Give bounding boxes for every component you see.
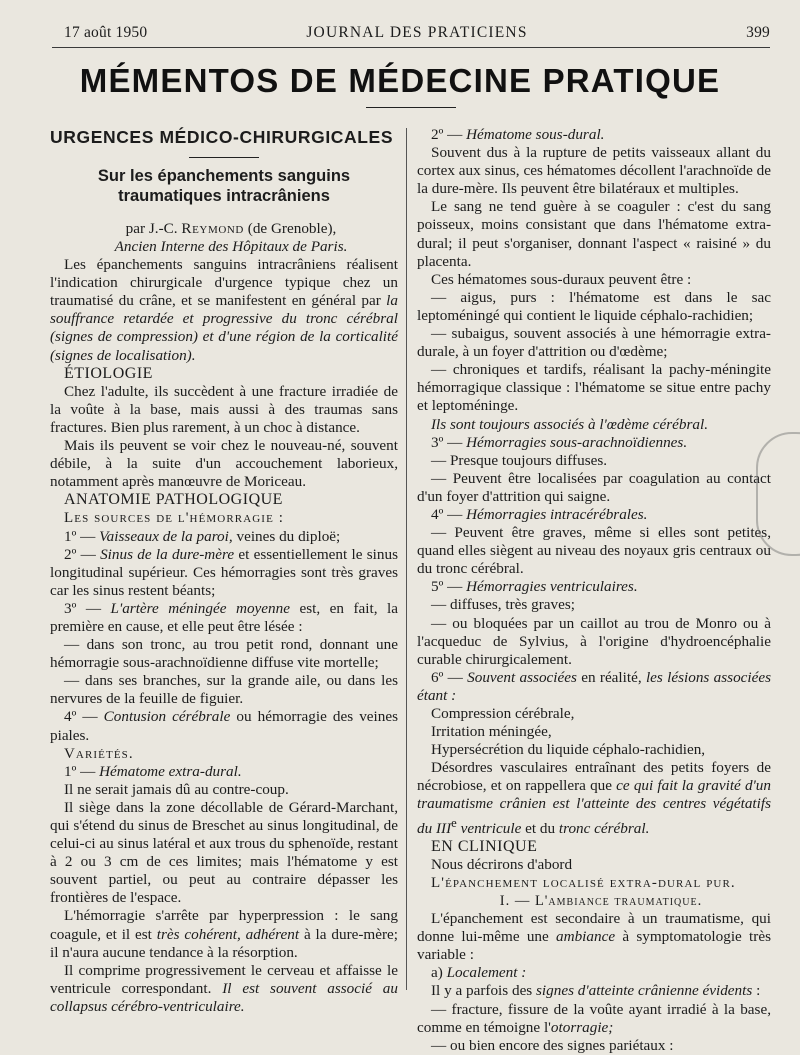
subheading-ambiance: I. — L'ambiance traumatique.: [499, 893, 703, 909]
paragraph: Désordres vasculaires entraînant des petits foyers de nécrobiose, et on rappellera que ce qui fait la gravité d'un traumatisme crânien est l'atteinte des centres végétatifs du IIIe ventricule et du tronc cérébral.: [417, 759, 771, 837]
list-item: 1º — Hématome extra-dural.: [64, 762, 242, 780]
paragraph: L'épanchement est secondaire à un traumatisme, qui donne lui-même une ambiance à symptomatologie très variable :: [417, 910, 771, 964]
paragraph: Chez l'adulte, ils succèdent à une fracture irradiée de la voûte à la base, mais aussi à des traumas sans fractures. Bien plus rarement, à un choc à distance.: [50, 382, 398, 436]
list-item: 2º — Sinus de la dure-mère et essentiellement le sinus longitudinal supérieur. Ces hémorragies sont très graves car les sinus restent béants;: [50, 545, 398, 599]
list-item: 6º — Souvent associées en réalité, les lésions associées étant :: [417, 668, 772, 704]
author-name: Reymond: [181, 220, 244, 238]
list-item: — aigus, purs : l'hématome est dans le sac leptoméningé qui contient le liquide céphalo-rachidien;: [417, 288, 771, 324]
paragraph: Il siège dans la zone décollable de Gérard-Marchant, qui s'étend du sinus de Breschet au sinus longitudinal, de celui-ci au sinus latéral et aux trous du sphenoïde, restant à 2 ou 3 cm de ces limites; mais l'hématome y est souvent partiel, ou peut au contraire dépasser les frontières de l'espace.: [50, 798, 398, 907]
page-title: MÉMENTOS DE MÉDECINE PRATIQUE: [79, 62, 721, 99]
column-divider: [406, 128, 407, 990]
paragraph: Ces hématomes sous-duraux peuvent être :: [431, 270, 692, 288]
list-item: Hypersécrétion du liquide céphalo-rachidien,: [431, 741, 706, 759]
paragraph: Il comprime progressivement le cerveau et affaisse le ventricule correspondant. Il est souvent associé au collapsus cérébro-ventriculaire.: [50, 961, 398, 1015]
list-item: 4º — Hémorragies intracérébrales.: [431, 505, 648, 523]
running-header: [64, 24, 770, 44]
list-item: — dans son tronc, au trou petit rond, donnant une hémorragie sous-arachnoïdienne diffuse vite mortelle;: [50, 636, 398, 672]
list-item: 2º — Hématome sous-dural.: [431, 126, 605, 143]
list-item: 3º — Hémorragies sous-arachnoïdiennes.: [431, 433, 688, 451]
article-title: Sur les épanchements sanguins traumatiques intracrâniens: [97, 167, 351, 206]
clinique-heading: EN CLINIQUE: [431, 837, 538, 855]
etiologie-heading: ÉTIOLOGIE: [64, 364, 153, 382]
section-rule: [189, 157, 259, 158]
varietes-heading: Variétés.: [64, 745, 134, 762]
list-item: 5º — Hémorragies ventriculaires.: [431, 578, 638, 596]
list-item: — ou bloquées par un caillot au trou de Monro ou à l'acqueduc de Sylvius, à l'origine d'hydroencéphalie curable chirurgicalement.: [417, 614, 771, 668]
paragraph: Nous décrirons d'abord: [431, 855, 573, 873]
list-item: 3º — L'artère méningée moyenne est, en fait, la première en cause, et elle peut être lésée :: [50, 599, 398, 635]
list-item: — subaigus, souvent associés à une hémorragie extra-durale, à un foyer d'attrition ou d'œdème;: [417, 325, 771, 361]
paragraph: a) Localement :: [431, 964, 527, 982]
page-number: 399: [746, 24, 770, 41]
paragraph: Ils sont toujours associés à l'œdème cérébral.: [431, 415, 709, 433]
list-item: — ou bien encore des signes pariétaux :: [431, 1036, 674, 1054]
list-item: — fracture, fissure de la voûte ayant irradié à la base, comme en témoigne l'otorragie;: [417, 1000, 771, 1036]
author-affiliation: Ancien Interne des Hôpitaux de Paris.: [114, 238, 348, 256]
header-rule: [52, 47, 770, 48]
paragraph: L'hémorragie s'arrête par hyperpression : le sang coagule, et il est très cohérent, adhérent à la dure-mère; il n'aura aucune tendance à la résorption.: [50, 907, 398, 961]
list-item: 1º — Vaisseaux de la paroi, veines du diploë;: [64, 527, 341, 545]
list-item: — dans ses branches, sur la grande aile, ou dans les nervures de la feuille de figuier.: [50, 672, 398, 708]
paragraph: Mais ils peuvent se voir chez le nouveau-né, souvent débile, à la suite d'un accouchement laborieux, notamment après manœuvre de Moriceau.: [50, 437, 398, 491]
list-item: 4º — Contusion cérébrale ou hémorragie des veines piales.: [50, 708, 398, 744]
list-item: — Peuvent être localisées par coagulation au contact d'un foyer d'attrition qui saigne.: [417, 469, 771, 505]
paragraph: Souvent dus à la rupture de petits vaisseaux allant du cortex aux sinus, ces hématomes décollent l'arachnoïde de la dure-mère. Ils peuvent être bilatéraux et multiples.: [417, 144, 771, 198]
list-item: — Presque toujours diffuses.: [431, 451, 608, 469]
anatomie-heading: ANATOMIE PATHOLOGIQUE: [64, 491, 283, 509]
journal-name: JOURNAL DES PRATICIENS: [306, 24, 528, 41]
intro-paragraph: Les épanchements sanguins intracrâniens réalisent l'indication chirurgicale d'urgence typique chez un traumatisé du crâne, et se manifestent en général par la souffrance retardée et progressive du tronc cérébral (signes de compression) et d'une région de la corticalité (signes de localisation).: [50, 256, 398, 364]
paragraph: Il ne serait jamais dû au contre-coup.: [64, 780, 289, 798]
subheading: L'épanchement localisé extra-dural pur.: [431, 874, 736, 891]
list-item: — Peuvent être graves, même si elles sont petites, quand elles siègent au niveau des noyaux gris centraux ou du tronc cérébral.: [417, 524, 771, 578]
left-column: [50, 126, 398, 1016]
list-item: — chroniques et tardifs, réalisant la pachy-méningite hémorragique classique : l'hématome se situe entre pachy et leptoméninge.: [417, 361, 771, 415]
paragraph: Le sang ne tend guère à se coaguler : c'est du sang poisseux, moins consistant que dans l'hématome extra-dural; il peut s'organiser, donnant l'aspect « raisiné » du placenta.: [417, 198, 771, 270]
sources-heading: Les sources de l'hémorragie :: [64, 510, 284, 527]
title-rule: [366, 107, 456, 108]
section-heading: URGENCES MÉDICO-CHIRURGICALES: [50, 127, 394, 147]
list-item: Irritation méningée,: [431, 723, 552, 741]
issue-date: 17 août 1950: [64, 24, 148, 41]
list-item: — diffuses, très graves;: [431, 596, 575, 614]
right-column: [417, 126, 771, 1055]
paragraph: Il y a parfois des signes d'atteinte crânienne évidents :: [431, 982, 761, 1000]
list-item: Compression cérébrale,: [431, 705, 575, 722]
byline: par J.-C. Reymond (de Grenoble),: [125, 220, 337, 238]
library-stamp: [756, 432, 800, 556]
